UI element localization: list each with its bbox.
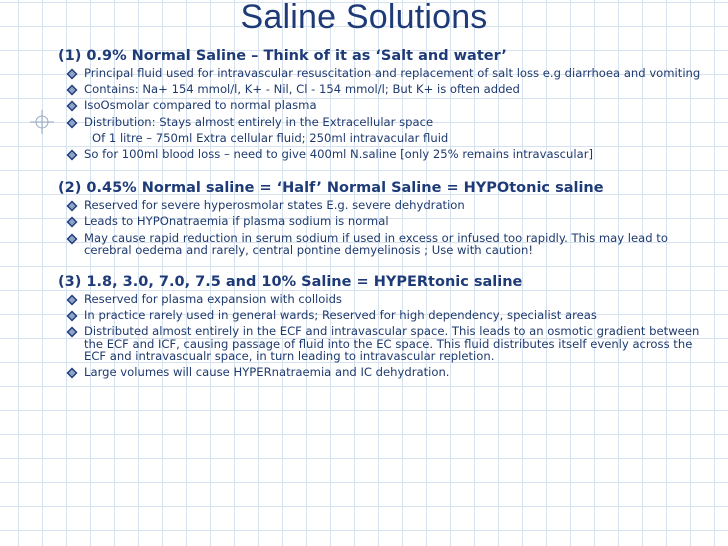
list-item [58, 366, 718, 378]
list-item-text: Distribution: Stays almost entirely in the Extracellular space [84, 114, 434, 129]
list-item-text: Of 1 litre – 750ml Extra cellular fluid; 250ml intravacular fluid [92, 130, 449, 145]
diamond-bullet-icon [66, 233, 78, 245]
list-item-text: May cause rapid reduction in serum sodium if used in excess or infused too rapidly. This may lead to cerebral oedema and rarely, central pontine demyelinosis ; Use with caution! [84, 230, 668, 257]
list-item [58, 116, 718, 128]
bullet-list [58, 293, 718, 378]
list-item [58, 199, 718, 211]
list-item-sub [58, 132, 718, 144]
section-heading: (1) 0.9% Normal Saline – Think of it as ‘Salt and water’ [58, 48, 507, 64]
list-item [58, 83, 718, 95]
diamond-bullet-icon [66, 149, 78, 161]
list-item-text: Principal fluid used for intravascular resuscitation and replacement of salt loss e.g diarrhoea and vomiting [84, 66, 701, 80]
list-item [58, 215, 718, 227]
section-heading: (3) 1.8, 3.0, 7.0, 7.5 and 10% Saline = HYPERtonic saline [58, 274, 523, 291]
list-item [58, 293, 718, 305]
list-item-text: So for 100ml blood loss – need to give 400ml N.saline [only 25% remains intravascular] [84, 147, 594, 162]
list-item-text: Distributed almost entirely in the ECF and intravascular space. This leads to an osmotic gradient between the ECF and ICF, causing passage of fluid into the EC space. This fluid distributes itself evenly across the ECF and intravascualr space, in turn leading to intravascular repletion. [84, 324, 700, 363]
section-normal-saline [58, 48, 718, 160]
diamond-bullet-icon [66, 294, 78, 306]
list-item [58, 309, 718, 321]
list-item [58, 148, 718, 160]
list-item [58, 67, 718, 79]
section-half-normal-saline [58, 180, 718, 256]
list-item [58, 232, 718, 256]
list-item-text: Reserved for severe hyperosmolar states E.g. severe dehydration [84, 198, 465, 213]
diamond-bullet-icon [66, 84, 78, 96]
diamond-bullet-icon [66, 326, 78, 338]
list-item-text: Large volumes will cause HYPERnatraemia and IC dehydration. [84, 365, 450, 380]
diamond-bullet-icon [66, 200, 78, 212]
crosshair-decoration-icon [30, 110, 54, 134]
diamond-bullet-icon [66, 216, 78, 228]
list-item-text: In practice rarely used in general wards; Reserved for high dependency, specialist areas [84, 308, 597, 323]
bullet-list [58, 67, 718, 160]
diamond-bullet-icon [66, 117, 78, 129]
slide-content [58, 48, 718, 382]
bullet-list [58, 199, 718, 256]
section-hypertonic-saline [58, 274, 718, 378]
list-item [58, 99, 718, 111]
diamond-bullet-icon [66, 310, 78, 322]
list-item-text: Leads to HYPOnatraemia if plasma sodium is normal [84, 214, 389, 229]
list-item [58, 325, 718, 362]
list-item-text: Contains: Na+ 154 mmol/l, K+ - Nil, Cl - 154 mmol/l; But K+ is often added [84, 82, 520, 97]
page-title: Saline Solutions [240, 0, 488, 36]
diamond-bullet-icon [66, 68, 78, 80]
list-item-text: Reserved for plasma expansion with colloids [84, 292, 342, 307]
section-heading: (2) 0.45% Normal saline = ‘Half’ Normal Saline = HYPOtonic saline [58, 180, 604, 197]
diamond-bullet-icon [66, 100, 78, 112]
list-item-text: IsoOsmolar compared to normal plasma [84, 98, 317, 113]
diamond-bullet-icon [66, 367, 78, 379]
